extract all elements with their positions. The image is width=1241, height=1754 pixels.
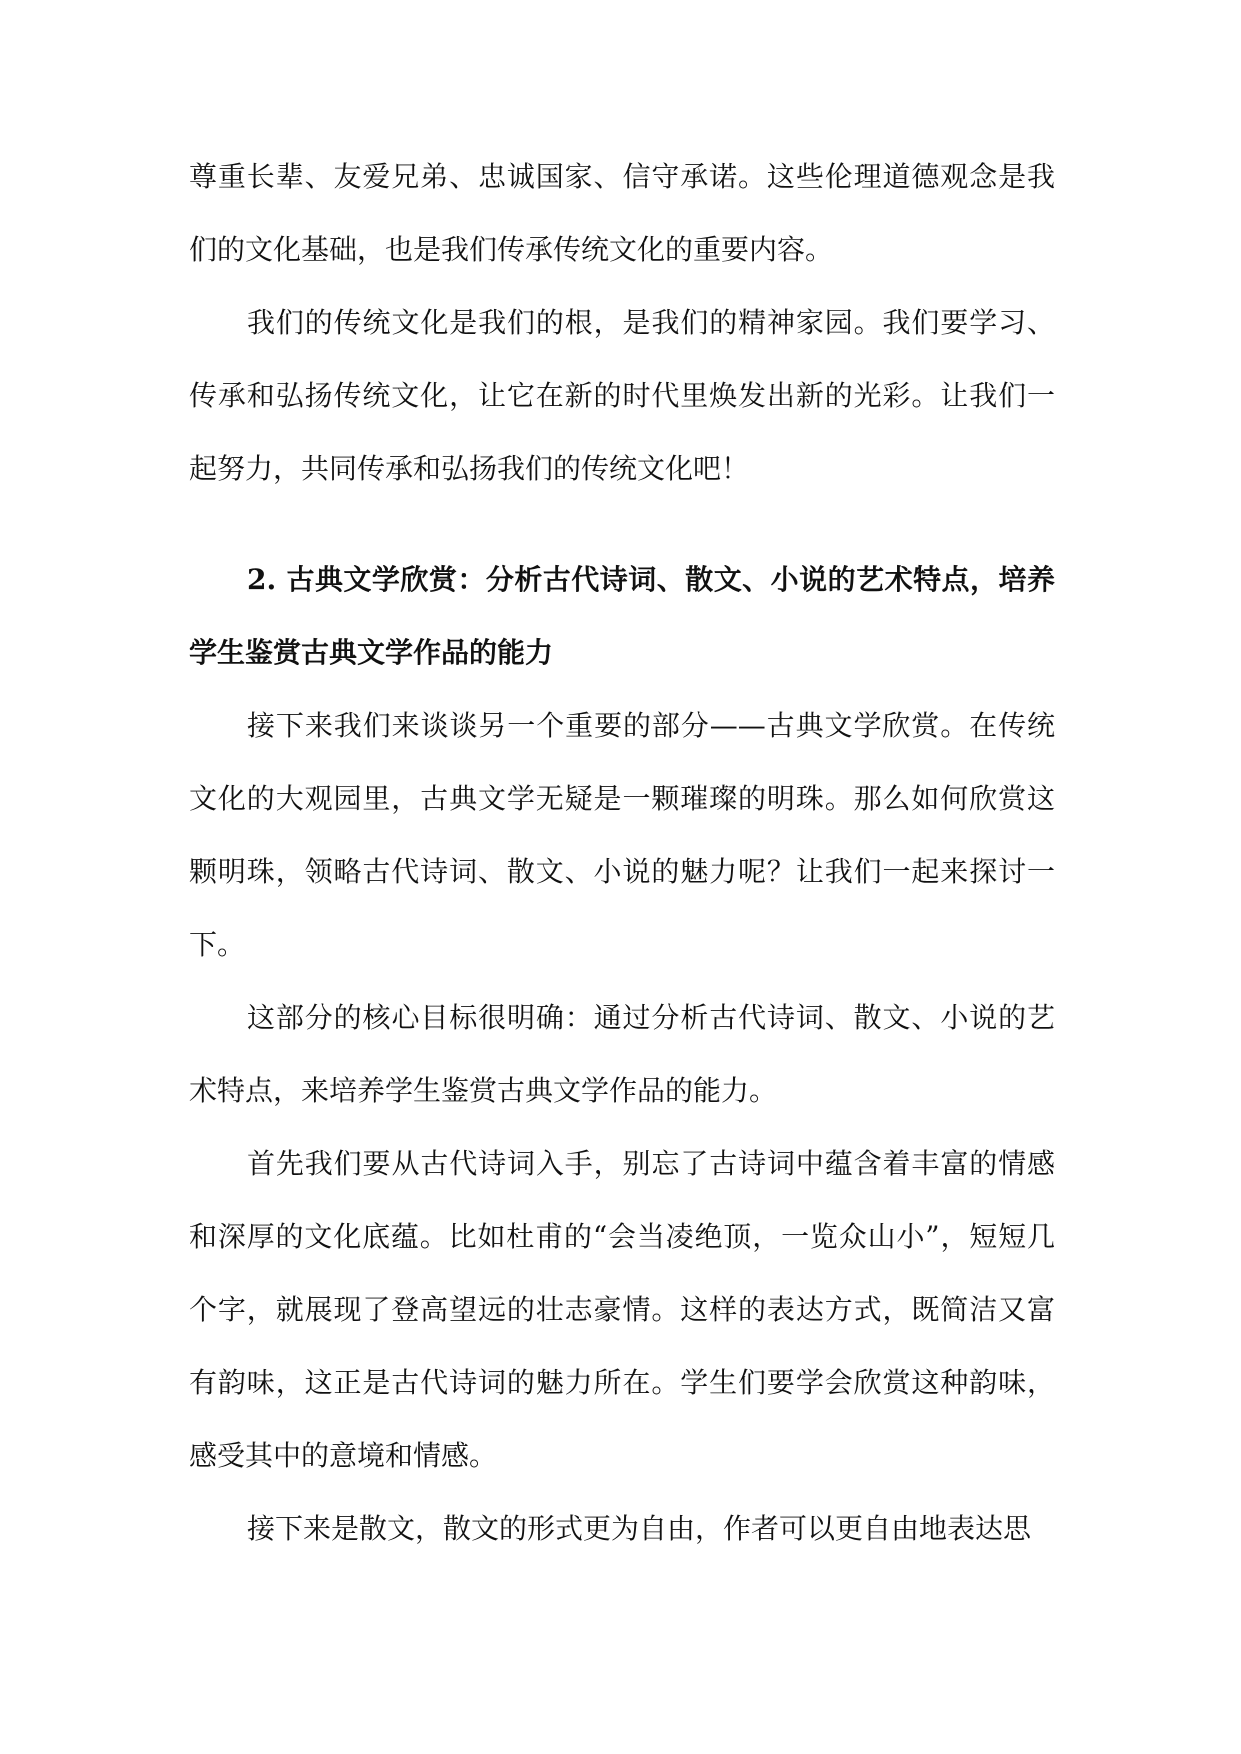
paragraph-continued: 尊重长辈、友爱兄弟、忠诚国家、信守承诺。这些伦理道德观念是我们的文化基础，也是我们传承传统文化的重要内容。 (189, 160, 1055, 266)
paragraph-core-goal: 这部分的核心目标很明确：通过分析古代诗词、散文、小说的艺术特点，来培养学生鉴赏古典文学作品的能力。 (189, 1001, 1055, 1107)
paragraph-traditional-culture: 我们的传统文化是我们的根，是我们的精神家园。我们要学习、传承和弘扬传统文化，让它在新的时代里焕发出新的光彩。让我们一起努力，共同传承和弘扬我们的传统文化吧！ (189, 306, 1055, 485)
document-body (189, 140, 1055, 1565)
section-heading: 2. 古典文学欣赏：分析古代诗词、散文、小说的艺术特点，培养学生鉴赏古典文学作品的能力 (189, 563, 1055, 669)
paragraph-poetry: 首先我们要从古代诗词入手，别忘了古诗词中蕴含着丰富的情感和深厚的文化底蕴。比如杜甫的“会当凌绝顶，一览众山小”，短短几个字，就展现了登高望远的壮志豪情。这样的表达方式，既简洁又富有韵味，这正是古代诗词的魅力所在。学生们要学会欣赏这种韵味，感受其中的意境和情感。 (189, 1147, 1055, 1472)
paragraph-classical-intro: 接下来我们来谈谈另一个重要的部分——古典文学欣赏。在传统文化的大观园里，古典文学无疑是一颗璀璨的明珠。那么如何欣赏这颗明珠，领略古代诗词、散文、小说的魅力呢？让我们一起来探讨一下。 (189, 709, 1055, 961)
paragraph-prose: 接下来是散文，散文的形式更为自由，作者可以更自由地表达思 (247, 1512, 1032, 1545)
